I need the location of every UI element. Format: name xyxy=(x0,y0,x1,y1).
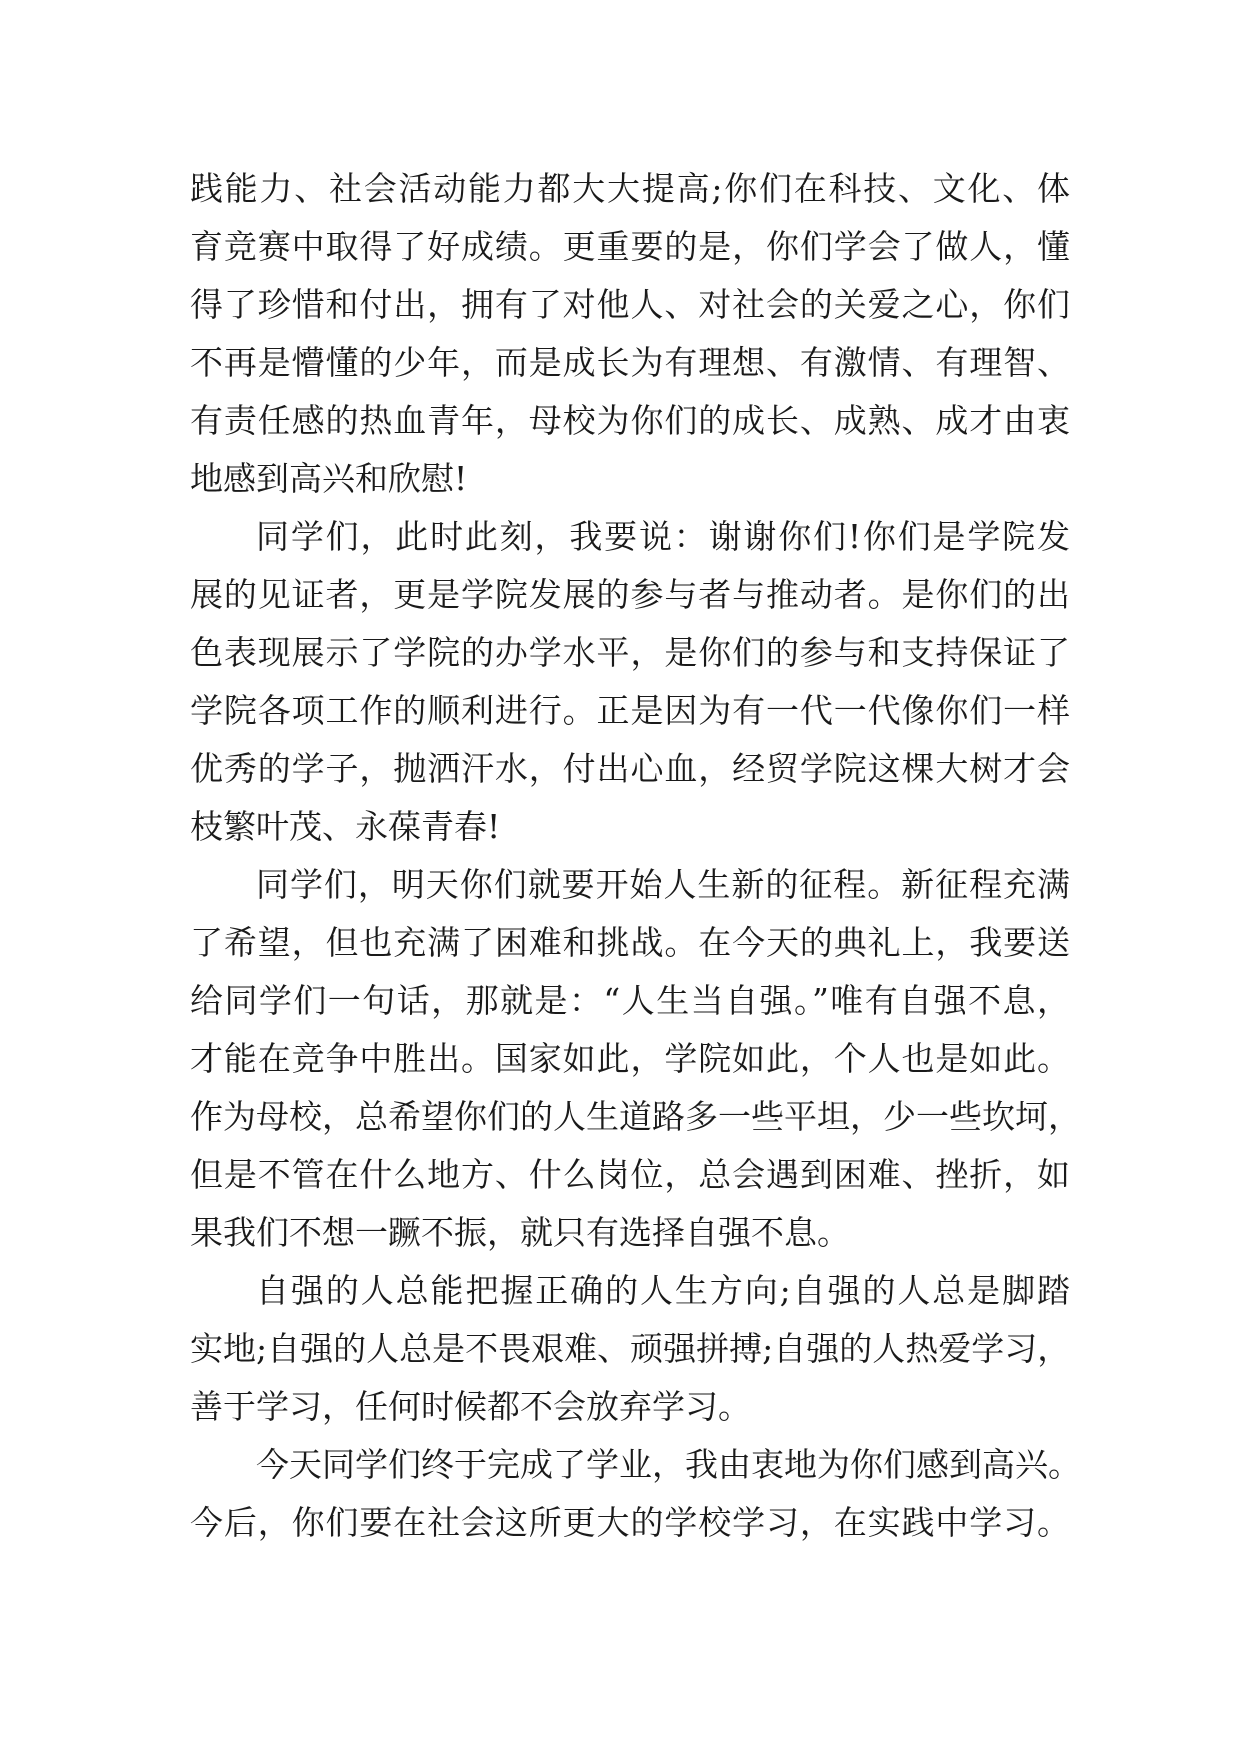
body-text xyxy=(190,160,1081,1552)
text-line: 今天同学们终于完成了学业，我由衷地为你们感到高兴。 xyxy=(256,1445,1081,1484)
text-line: 同学们，明天你们就要开始人生新的征程。新征程充满 xyxy=(256,865,1070,904)
text-line: 果我们不想一蹶不振，就只有选择自强不息。 xyxy=(190,1213,850,1252)
text-line: 地感到高兴和欣慰! xyxy=(190,459,468,498)
text-line: 枝繁叶茂、永葆青春! xyxy=(190,807,501,846)
text-line: 有责任感的热血青年，母校为你们的成长、成熟、成才由衷 xyxy=(190,401,1070,440)
text-line: 实地;自强的人总是不畏艰难、顽强拼搏;自强的人热爱学习， xyxy=(190,1329,1071,1368)
text-line: 育竞赛中取得了好成绩。更重要的是，你们学会了做人，懂 xyxy=(190,227,1070,266)
text-line: 自强的人总能把握正确的人生方向;自强的人总是脚踏 xyxy=(256,1271,1070,1310)
text-line: 了希望，但也充满了困难和挑战。在今天的典礼上，我要送 xyxy=(190,923,1070,962)
text-line: 优秀的学子，抛洒汗水，付出心血，经贸学院这棵大树才会 xyxy=(190,749,1070,788)
text-line: 才能在竞争中胜出。国家如此，学院如此，个人也是如此。 xyxy=(190,1039,1070,1078)
text-line: 同学们，此时此刻，我要说：谢谢你们!你们是学院发 xyxy=(256,517,1070,556)
text-line: 作为母校，总希望你们的人生道路多一些平坦，少一些坎坷， xyxy=(190,1097,1081,1136)
text-line: 学院各项工作的顺利进行。正是因为有一代一代像你们一样 xyxy=(190,691,1070,730)
text-line: 践能力、社会活动能力都大大提高;你们在科技、文化、体 xyxy=(190,169,1070,208)
text-line: 不再是懵懂的少年，而是成长为有理想、有激情、有理智、 xyxy=(190,343,1070,382)
text-line: 给同学们一句话，那就是：“人生当自强。”唯有自强不息， xyxy=(190,981,1070,1020)
text-line: 得了珍惜和付出，拥有了对他人、对社会的关爱之心，你们 xyxy=(190,285,1070,324)
text-line: 但是不管在什么地方、什么岗位，总会遇到困难、挫折，如 xyxy=(190,1155,1070,1194)
text-line: 展的见证者，更是学院发展的参与者与推动者。是你们的出 xyxy=(190,575,1070,614)
text-line: 色表现展示了学院的办学水平，是你们的参与和支持保证了 xyxy=(190,633,1070,672)
text-line: 今后，你们要在社会这所更大的学校学习，在实践中学习。 xyxy=(190,1503,1070,1542)
text-line: 善于学习，任何时候都不会放弃学习。 xyxy=(190,1387,751,1426)
